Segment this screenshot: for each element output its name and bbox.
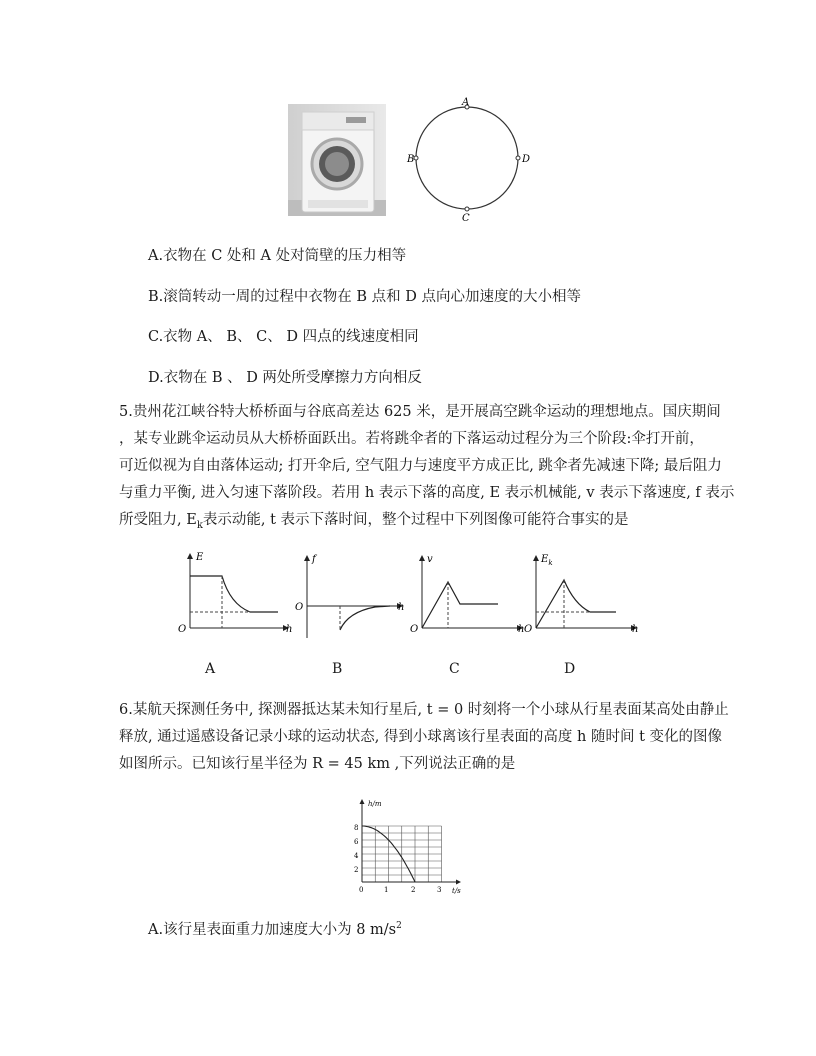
- q4-option-d: D.衣物在 B 、 D 两处所受摩擦力方向相反: [148, 370, 422, 386]
- graph-c: [410, 554, 524, 635]
- label-a: A: [462, 97, 470, 108]
- svg-text:h: h: [632, 624, 639, 635]
- y-tick: 2: [354, 866, 359, 874]
- q5-option-d: D: [564, 661, 576, 677]
- rotating-drum-diagram: [396, 94, 546, 228]
- question-6: [119, 697, 729, 778]
- svg-text:Ek: $E_k$: [541, 554, 553, 567]
- q6-line-3: 如图所示。已知该行星半径为 R = 45 km ,下列说法正确的是: [119, 756, 516, 772]
- q5-option-c: C: [449, 661, 460, 677]
- label-b: B: [407, 154, 415, 165]
- q5-line-3: 可近似视为自由落体运动; 打开伞后, 空气阻力与速度平方成正比, 跳伞者先减速下降; 最后阻力: [119, 458, 722, 474]
- y-tick: 8: [354, 824, 359, 832]
- graph-d: [524, 554, 638, 635]
- label-d: D: [522, 154, 531, 165]
- q6-line-2: 释放, 通过遥感设备记录小球的运动状态, 得到小球离该行星表面的高度 h 随时间 t 变化的图像: [119, 729, 723, 745]
- svg-text:h: h: [398, 602, 405, 613]
- q5-line-1: 5.贵州花江峡谷特大桥桥面与谷底高差达 625 米，是开展高空跳伞运动的理想地点。国庆期间: [119, 404, 721, 420]
- x-tick: 3: [437, 886, 442, 894]
- q6-line-1: 6.某航天探测任务中, 探测器抵达某未知行星后, t = 0 时刻将一个小球从行星表面某高处由静止: [119, 702, 729, 718]
- x-tick: 1: [384, 886, 389, 894]
- graph-b: [295, 554, 404, 638]
- grid: [362, 826, 442, 882]
- svg-text:E: E: [196, 552, 204, 563]
- q5-line-4: 与重力平衡, 进入匀速下落阶段。若用 h 表示下落的高度, E 表示机械能, v 表示下落速度, f 表示: [119, 485, 735, 501]
- q4-option-b: B.滚筒转动一周的过程中衣物在 B 点和 D 点向心加速度的大小相等: [148, 289, 581, 305]
- q4-option-a: A.衣物在 C 处和 A 处对筒壁的压力相等: [148, 248, 407, 264]
- y-tick: 4: [354, 852, 359, 860]
- svg-text:O: O: [295, 602, 304, 613]
- q5-graphs: [170, 548, 650, 648]
- x-tick: 2: [411, 886, 416, 894]
- svg-text:v: v: [427, 554, 433, 565]
- q5-line-5: 所受阻力, $E_k$表示动能, t 表示下落时间，整个过程中下列图像可能符合事实的是: [119, 512, 629, 531]
- x-tick: 0: [359, 886, 364, 894]
- x-axis-label: t/s: [452, 887, 461, 895]
- svg-text:O: O: [524, 624, 533, 635]
- q4-option-c: C.衣物 A、 B、 C、 D 四点的线速度相同: [148, 329, 419, 345]
- q6-option-a: A.该行星表面重力加速度大小为 8 $m/s^2$: [148, 921, 402, 938]
- svg-text:O: O: [178, 624, 187, 635]
- svg-text:h: h: [286, 624, 293, 635]
- svg-text:f: f: [312, 554, 316, 565]
- y-axis-label: h/m: [368, 800, 382, 808]
- label-c: C: [462, 213, 470, 224]
- q5-line-2: ，某专业跳伞运动员从大桥桥面跃出。若将跳伞者的下落运动过程分为三个阶段:伞打开前，: [119, 431, 704, 447]
- graph-a: [178, 552, 292, 635]
- y-tick: 6: [354, 838, 359, 846]
- q5-option-b: B: [332, 661, 343, 677]
- question-5: [119, 399, 735, 539]
- svg-text:h: h: [518, 624, 525, 635]
- q5-option-a: A: [205, 661, 216, 677]
- q6-graph: [340, 796, 470, 896]
- svg-text:O: O: [410, 624, 419, 635]
- washing-machine-photo: [288, 104, 386, 216]
